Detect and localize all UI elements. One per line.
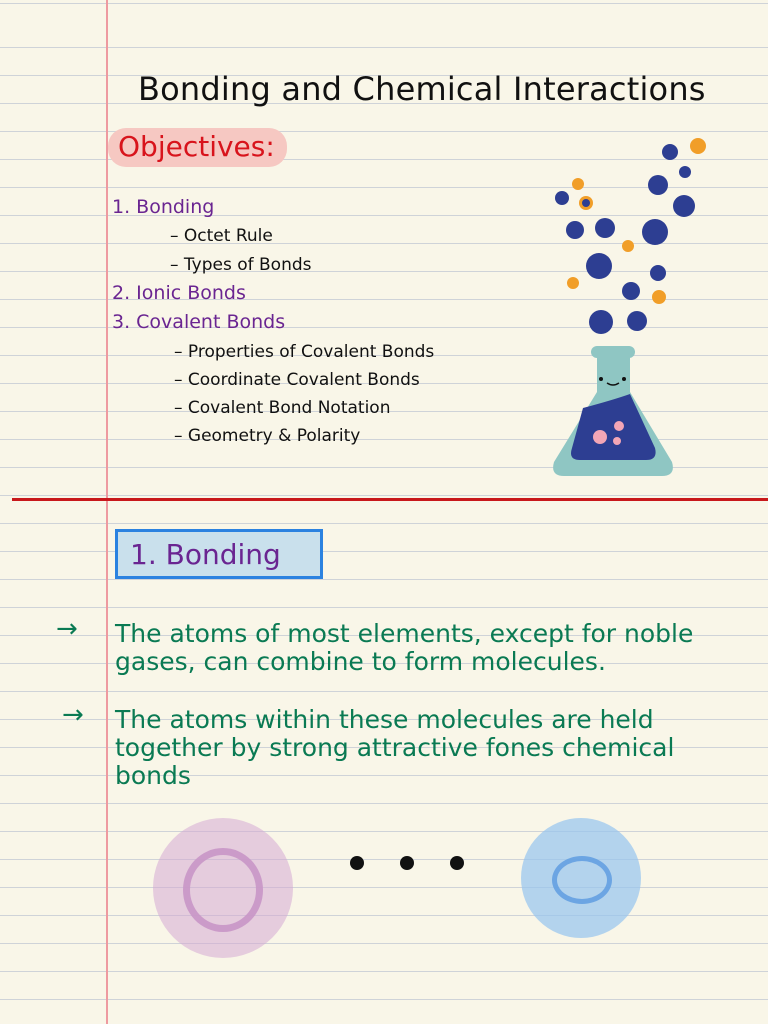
page-title: Bonding and Chemical Interactions — [138, 70, 706, 108]
dot — [400, 856, 414, 870]
objective-subitem: – Octet Rule — [170, 226, 273, 246]
note-text: The atoms within these molecules are held together by strong attractive fones chemical bonds — [115, 705, 675, 790]
objective-item: 2. Ionic Bonds — [112, 282, 246, 304]
dot — [350, 856, 364, 870]
arrow-icon: → — [56, 614, 78, 644]
objective-subitem: – Properties of Covalent Bonds — [174, 342, 435, 362]
flask-with-bubbles-illustration — [548, 130, 718, 490]
section-heading: 1. Bonding — [130, 538, 281, 571]
arrow-icon: → — [62, 700, 84, 730]
objective-subitem: – Types of Bonds — [170, 255, 312, 275]
next-page-icon — [552, 856, 612, 904]
previous-page-button[interactable] — [153, 818, 293, 958]
objectives-heading: Objectives: — [108, 128, 287, 167]
dot — [450, 856, 464, 870]
section-divider — [12, 498, 768, 501]
objective-item: 1. Bonding — [112, 196, 215, 218]
previous-page-icon — [183, 848, 263, 932]
objective-subitem: – Geometry & Polarity — [174, 426, 361, 446]
section-heading-box — [115, 529, 323, 579]
note-text: The atoms of most elements, except for noble gases, can combine to form molecules. — [115, 619, 694, 676]
objective-item: 3. Covalent Bonds — [112, 311, 286, 333]
next-page-button[interactable] — [521, 818, 641, 938]
margin-line — [106, 0, 108, 1024]
objective-subitem: – Coordinate Covalent Bonds — [174, 370, 420, 390]
objective-subitem: – Covalent Bond Notation — [174, 398, 391, 418]
more-dots-icon[interactable] — [350, 856, 464, 870]
